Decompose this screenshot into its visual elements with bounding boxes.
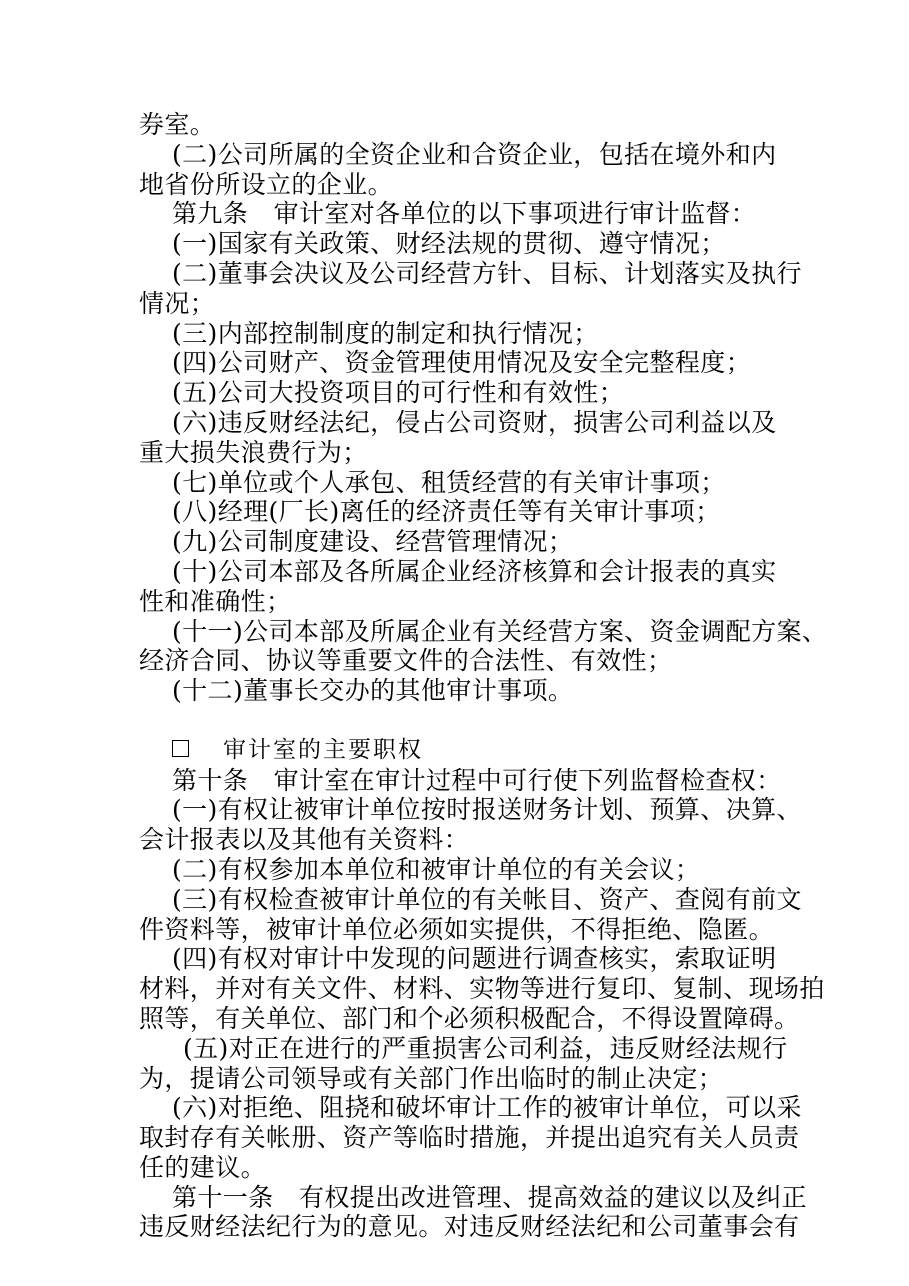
text-line: 性和准确性； [139, 586, 292, 616]
text-line: (十二)董事长交办的其他审计事项。 [172, 676, 574, 706]
text-line: 任的建议。 [139, 1152, 267, 1182]
text-line: 地省份所设立的企业。 [139, 169, 394, 199]
text-line: (三)内部控制制度的制定和执行情况； [172, 318, 599, 348]
article-10-heading: 第十条 审计室在审计过程中可行使下列监督检查权： [172, 765, 782, 795]
text-line: (六)对拒绝、阻挠和破坏审计工作的被审计单位，可以采 [172, 1093, 802, 1123]
text-line: (一)国家有关政策、财经法规的贯彻、遵守情况； [172, 229, 726, 259]
text-line: 经济合同、协议等重要文件的合法性、有效性； [139, 646, 673, 676]
text-line: 为，提请公司领导或有关部门作出临时的制止决定； [139, 1063, 724, 1093]
text-line: 会计报表以及其他有关资料： [139, 825, 470, 855]
text-line: 券室。 [139, 110, 216, 139]
text-line: (七)单位或个人承包、租赁经营的有关审计事项； [172, 467, 726, 497]
text-line: 材料，并对有关文件、材料、实物等进行复印、复制、现场拍 [139, 974, 825, 1004]
text-line: 照等，有关单位、部门和个必须积极配合，不得设置障碍。 [139, 1003, 800, 1033]
text-line: 违反财经法纪行为的意见。对违反财经法纪和公司董事会有 [139, 1212, 800, 1242]
text-line: 情况； [139, 288, 216, 318]
text-line: 件资料等，被审计单位必须如实提供，不得拒绝、隐匿。 [139, 914, 775, 944]
document-body [139, 110, 828, 1242]
text-line: 取封存有关帐册、资产等临时措施，并提出追究有关人员责 [139, 1123, 800, 1153]
text-line: (四)有权对审计中发现的问题进行调查核实，索取证明 [172, 944, 777, 974]
article-9-heading: 第九条 审计室对各单位的以下事项进行审计监督： [172, 199, 757, 229]
text-line: (九)公司制度建设、经营管理情况； [172, 527, 574, 557]
text-line: (八)经理(厂长)离任的经济责任等有关审计事项； [172, 497, 721, 527]
text-line: (一)有权让被审计单位按时报送财务计划、预算、决算、 [172, 795, 802, 825]
text-line: (十)公司本部及各所属企业经济核算和会计报表的真实 [172, 556, 777, 586]
text-line: (三)有权检查被审计单位的有关帐目、资产、查阅有前文 [172, 884, 802, 914]
text-line: (五)对正在进行的严重损害公司利益，违反财经法规行 [183, 1033, 788, 1063]
text-line: (十一)公司本部及所属企业有关经营方案、资金调配方案、 [172, 616, 828, 646]
article-11-heading: 第十一条 有权提出改进管理、提高效益的建议以及纠正 [172, 1182, 808, 1212]
text-line: (二)董事会决议及公司经营方针、目标、计划落实及执行 [172, 258, 802, 288]
text-line: (五)公司大投资项目的可行性和有效性； [172, 378, 625, 408]
text-line: (六)违反财经法纪，侵占公司资财，损害公司利益以及 [172, 407, 777, 437]
blank-line [139, 706, 789, 736]
text-line: 重大损失浪费行为； [139, 437, 368, 467]
section-heading [139, 736, 789, 766]
text-line: (二)有权参加本单位和被审计单位的有关会议； [172, 854, 701, 884]
checkbox-square-icon [172, 740, 189, 757]
text-line: (二)公司所属的全资企业和合资企业，包括在境外和内 [172, 139, 777, 169]
section-heading-text: 审计室的主要职权 [223, 736, 423, 763]
text-line: (四)公司财产、资金管理使用情况及安全完整程度； [172, 348, 752, 378]
